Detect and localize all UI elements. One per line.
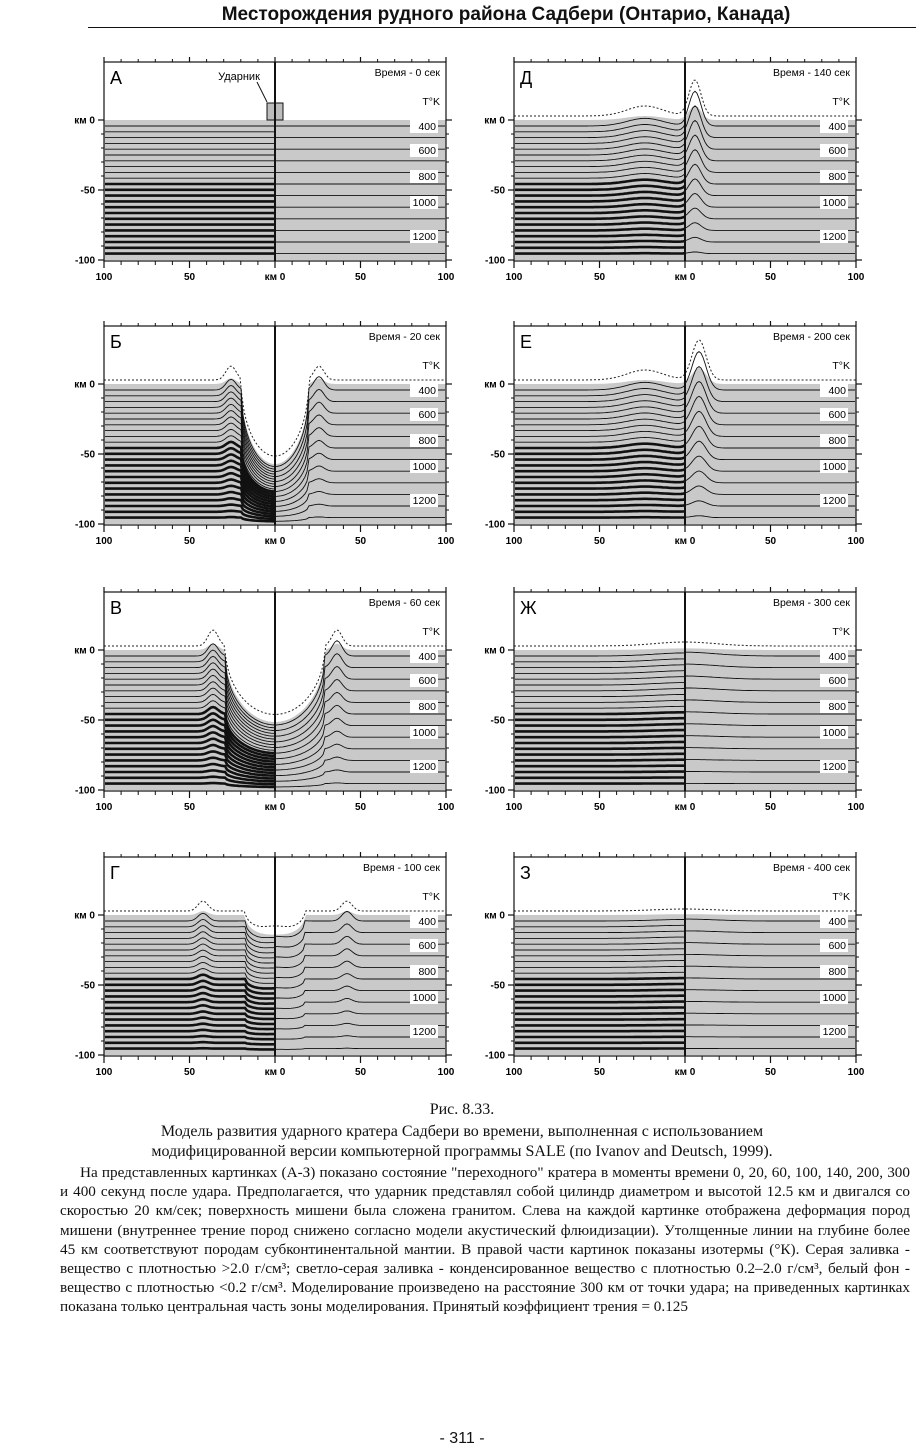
panel-g — [60, 853, 500, 1113]
x-tick-label: км 0 — [264, 1067, 286, 1078]
header-rule — [88, 27, 916, 28]
y-tick-label: -50 — [80, 715, 95, 727]
panel-svg — [470, 322, 910, 582]
panel-svg — [60, 322, 500, 582]
y-tick-label: -100 — [484, 785, 505, 797]
x-tick-label: 50 — [764, 272, 777, 283]
x-tick-label: 100 — [437, 536, 455, 547]
y-tick-label: км 0 — [484, 379, 505, 391]
mantle-layer-line — [515, 996, 685, 997]
mantle-layer-line — [515, 511, 685, 512]
isotherm-label: 600 — [418, 409, 436, 421]
panel-svg — [60, 853, 500, 1113]
x-tick-label: 50 — [354, 1067, 367, 1078]
x-tick-label: 50 — [354, 272, 367, 283]
isotherm-label: 600 — [828, 145, 846, 157]
x-tick-label: км 0 — [674, 536, 696, 547]
y-tick-label: -100 — [484, 519, 505, 531]
isotherm-label: 1000 — [822, 992, 846, 1004]
x-tick-label: км 0 — [674, 802, 696, 813]
y-tick-label: -50 — [490, 980, 505, 992]
isotherm-label: 800 — [828, 171, 846, 183]
impactor-label: Ударник — [218, 71, 260, 83]
time-label: Время - 100 сек — [362, 862, 440, 874]
x-tick-label: 100 — [437, 1067, 455, 1078]
panel-svg — [60, 588, 500, 848]
isotherm-label: 1200 — [412, 1026, 436, 1038]
isotherm-label: 1200 — [412, 231, 436, 243]
mantle-layer-line — [515, 748, 685, 749]
panel-svg — [60, 58, 500, 318]
panel-svg — [470, 58, 910, 318]
x-tick-label: 100 — [505, 1067, 523, 1078]
x-tick-label: 50 — [593, 802, 606, 813]
panel-letter: Г — [110, 863, 120, 883]
x-tick-label: 50 — [183, 272, 196, 283]
y-tick-label: -100 — [74, 519, 95, 531]
figure-number: Рис. 8.33. — [429, 1101, 495, 1118]
isotherm-label: 600 — [828, 940, 846, 952]
isotherm-label: 400 — [418, 651, 436, 663]
y-tick-label: км 0 — [484, 645, 505, 657]
y-tick-label: -100 — [484, 1050, 505, 1062]
x-tick-label: 100 — [95, 536, 113, 547]
time-label: Время - 400 сек — [772, 862, 850, 874]
isotherm-label: 400 — [828, 916, 846, 928]
mantle-layer-line — [515, 499, 685, 500]
panel-svg — [470, 588, 910, 848]
x-tick-label: км 0 — [264, 272, 286, 283]
figure-caption-line-1: Модель развития ударного кратера Садбери во времени, выполненная с использованием — [160, 1123, 764, 1140]
mantle-layer-line — [515, 1008, 685, 1009]
panel-svg — [470, 853, 910, 1113]
isotherm-label: 1200 — [822, 1026, 846, 1038]
panel-letter: Д — [520, 68, 533, 88]
panel-zh — [470, 588, 910, 848]
x-tick-label: км 0 — [674, 1067, 696, 1078]
x-tick-label: 100 — [847, 536, 865, 547]
x-tick-label: 100 — [95, 272, 113, 283]
mantle-layer-line — [515, 241, 685, 242]
mantle-layer-line — [515, 990, 685, 991]
panel-e — [470, 322, 910, 582]
time-label: Время - 200 сек — [772, 331, 850, 343]
isotherm-label: 1000 — [822, 197, 846, 209]
temperature-unit-label: T°K — [832, 360, 850, 372]
panel-letter: З — [520, 863, 531, 883]
y-tick-label: км 0 — [74, 910, 95, 922]
isotherm-label: 600 — [418, 145, 436, 157]
time-label: Время - 140 сек — [772, 67, 850, 79]
mantle-layer-line — [515, 978, 685, 979]
isotherm-label: 1200 — [822, 495, 846, 507]
time-label: Время - 300 сек — [772, 597, 850, 609]
isotherm-label: 800 — [418, 171, 436, 183]
x-tick-label: 100 — [95, 1067, 113, 1078]
panel-b — [60, 322, 500, 582]
x-tick-label: км 0 — [264, 802, 286, 813]
isotherm-label: 1200 — [822, 231, 846, 243]
y-tick-label: -50 — [80, 449, 95, 461]
isotherm-label: 1000 — [412, 461, 436, 473]
y-tick-label: -50 — [490, 185, 505, 197]
x-tick-label: 50 — [593, 1067, 606, 1078]
time-label: Время - 20 сек — [368, 331, 440, 343]
x-tick-label: 100 — [847, 272, 865, 283]
panel-letter: Е — [520, 332, 533, 352]
time-label: Время - 60 сек — [368, 597, 440, 609]
isotherm-label: 1000 — [822, 461, 846, 473]
x-tick-label: 50 — [764, 1067, 777, 1078]
isotherm-label: 600 — [828, 409, 846, 421]
isotherm-label: 1000 — [822, 727, 846, 739]
x-tick-label: 50 — [354, 536, 367, 547]
y-tick-label: -50 — [490, 449, 505, 461]
isotherm-label: 800 — [418, 435, 436, 447]
mantle-layer-line — [515, 766, 685, 767]
isotherm-label: 400 — [418, 121, 436, 133]
isotherm-label: 800 — [418, 966, 436, 978]
y-tick-label: -50 — [80, 185, 95, 197]
isotherm-label: 1200 — [822, 761, 846, 773]
mantle-layer-line — [515, 1002, 685, 1003]
y-tick-label: -100 — [74, 785, 95, 797]
isotherm-label: 400 — [828, 651, 846, 663]
y-tick-label: -100 — [484, 255, 505, 267]
x-tick-label: 50 — [593, 536, 606, 547]
temperature-unit-label: T°K — [832, 96, 850, 108]
y-tick-label: км 0 — [484, 115, 505, 127]
y-tick-label: -100 — [74, 255, 95, 267]
x-tick-label: 50 — [764, 802, 777, 813]
isotherm-label: 400 — [418, 916, 436, 928]
y-tick-label: -50 — [80, 980, 95, 992]
x-tick-label: км 0 — [674, 272, 696, 283]
x-tick-label: 100 — [505, 802, 523, 813]
impactor-arrow — [257, 82, 267, 102]
isotherm-label: 400 — [828, 121, 846, 133]
running-header: Месторождения рудного района Садбери (Онтарио, Канада) — [221, 4, 791, 25]
mantle-layer-line — [515, 760, 685, 761]
x-tick-label: 50 — [183, 536, 196, 547]
mantle-layer-line — [515, 754, 685, 755]
panel-letter: Б — [110, 332, 122, 352]
isotherm-label: 600 — [418, 940, 436, 952]
temperature-unit-label: T°K — [422, 891, 440, 903]
mantle-layer-line — [515, 736, 685, 737]
x-tick-label: 100 — [847, 1067, 865, 1078]
body-text — [60, 1163, 910, 1317]
isotherm-label: 400 — [418, 385, 436, 397]
panel-letter: В — [110, 598, 123, 618]
body-paragraph: На представленных картинках (А-З) показано состояние "переходного" кратера в моменты времени 0, 20, 60, 100, 140, 200, 300 и 400 секунд после удара. Предполагается, что ударник представлял собой цилиндр диаметром и высотой 12.5 км и двигался со скоростью 20 км/сек; поверхность мишени была сложена гранитом. Слева на каждой картинке отображена деформация пород мишени (внутреннее трение пород снижено согласно модели акустический флюидизации). Утолщенные линии на глубине более 45 км соответствуют породам субконтинентальной мантии. В правой части картинок показаны изотермы (°К). Серая заливка - вещество с плотностью >2.0 г/см³; светло-серая заливка - конденсированное вещество с плотностью 0.2–2.0 г/см³, белый фон - вещество с плотностью <0.2 г/см³. Моделирование произведено на расстояние 300 км от точки удара; на приведенных картинках показана только центральная часть зоны моделирования. Принятый коэффициент трения = 0.125 — [60, 1164, 910, 1316]
x-tick-label: 100 — [505, 536, 523, 547]
x-tick-label: 50 — [764, 536, 777, 547]
x-tick-label: 50 — [593, 272, 606, 283]
mantle-layer-line — [105, 1048, 275, 1049]
x-tick-label: 50 — [183, 802, 196, 813]
panel-d — [470, 58, 910, 318]
x-tick-label: 100 — [505, 272, 523, 283]
isotherm-label: 1000 — [412, 727, 436, 739]
page-number: - 311 - — [439, 1430, 485, 1447]
panel-z — [470, 853, 910, 1113]
isotherm-label: 1200 — [412, 495, 436, 507]
figure-caption-line-2: модифицированной версии компьютерной программы SALE (по Ivanov and Deutsch, 1999). — [151, 1143, 773, 1160]
isotherm-label: 800 — [828, 966, 846, 978]
x-tick-label: 50 — [183, 1067, 196, 1078]
y-tick-label: -100 — [74, 1050, 95, 1062]
y-tick-label: -50 — [490, 715, 505, 727]
isotherm-label: 800 — [828, 435, 846, 447]
y-tick-label: км 0 — [74, 645, 95, 657]
x-tick-label: 100 — [95, 802, 113, 813]
x-tick-label: 50 — [354, 802, 367, 813]
isotherm-label: 400 — [828, 385, 846, 397]
isotherm-label: 600 — [418, 675, 436, 687]
isotherm-label: 1000 — [412, 992, 436, 1004]
isotherm-label: 800 — [418, 701, 436, 713]
x-tick-label: 100 — [437, 272, 455, 283]
panel-v — [60, 588, 500, 848]
isotherm-label: 800 — [828, 701, 846, 713]
isotherm-label: 1000 — [412, 197, 436, 209]
isotherm-label: 600 — [828, 675, 846, 687]
mantle-layer-line — [515, 505, 685, 506]
mantle-layer-line — [515, 724, 685, 726]
x-tick-label: км 0 — [264, 536, 286, 547]
time-label: Время - 0 сек — [374, 67, 440, 79]
mantle-layer-line — [515, 984, 685, 985]
panel-letter: Ж — [520, 598, 537, 618]
y-tick-label: км 0 — [74, 379, 95, 391]
temperature-unit-label: T°K — [422, 96, 440, 108]
mantle-layer-line — [515, 1013, 685, 1014]
mantle-layer-line — [515, 247, 685, 248]
temperature-unit-label: T°K — [832, 626, 850, 638]
panel-a — [60, 58, 500, 318]
mantle-layer-line — [515, 730, 685, 731]
panel-letter: А — [110, 68, 123, 88]
isotherm-label: 1200 — [412, 761, 436, 773]
temperature-unit-label: T°K — [422, 626, 440, 638]
y-tick-label: км 0 — [74, 115, 95, 127]
temperature-unit-label: T°K — [832, 891, 850, 903]
mantle-layer-line — [515, 235, 685, 236]
x-tick-label: 100 — [437, 802, 455, 813]
temperature-unit-label: T°K — [422, 360, 440, 372]
y-tick-label: км 0 — [484, 910, 505, 922]
x-tick-label: 100 — [847, 802, 865, 813]
mantle-layer-line — [515, 742, 685, 743]
